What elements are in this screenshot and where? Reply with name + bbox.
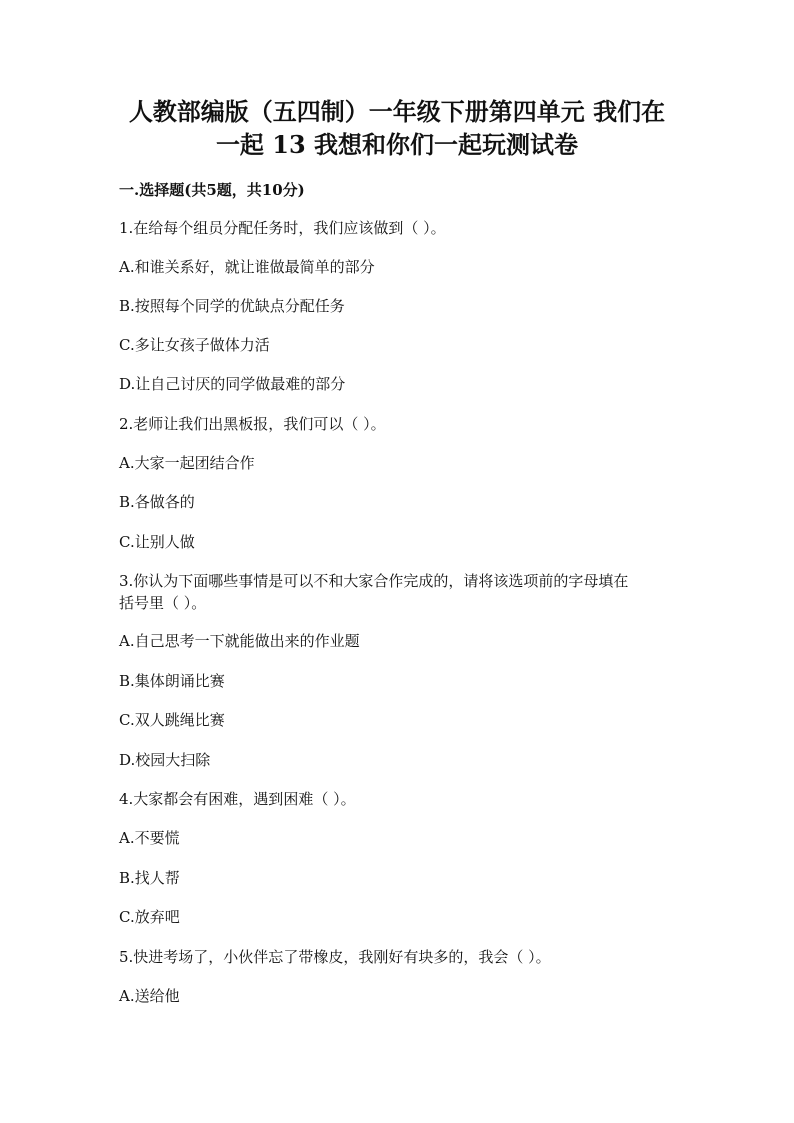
question-2-stem: 2.老师让我们出黑板报，我们可以（ ）。 xyxy=(119,415,386,433)
question-1-stem: 1.在给每个组员分配任务时，我们应该做到（ ）。 xyxy=(119,219,446,237)
question-1-option-d: D.让自己讨厌的同学做最难的部分 xyxy=(119,375,346,393)
question-4-option-b: B.找人帮 xyxy=(119,869,180,887)
question-3-stem-line-2: 括号里（ ）。 xyxy=(119,594,207,612)
document-title-line-2: 一起 13 我想和你们一起玩测试卷 xyxy=(215,130,579,159)
section-heading: 一.选择题(共5题，共10分) xyxy=(119,181,305,199)
question-3-option-a: A.自己思考一下就能做出来的作业题 xyxy=(119,632,360,650)
question-2-option-c: C.让别人做 xyxy=(119,533,195,551)
question-4-option-a: A.不要慌 xyxy=(119,829,180,847)
question-1-option-a: A.和谁关系好，就让谁做最简单的部分 xyxy=(119,258,375,276)
question-2-option-a: A.大家一起团结合作 xyxy=(119,454,255,472)
question-5-stem: 5.快进考场了，小伙伴忘了带橡皮，我刚好有块多的，我会（ ）。 xyxy=(119,948,551,966)
question-4-option-c: C.放弃吧 xyxy=(119,908,180,926)
question-3-option-b: B.集体朗诵比赛 xyxy=(119,672,225,690)
document-title-line-1: 人教部编版（五四制）一年级下册第四单元 我们在 xyxy=(128,97,666,126)
question-5-option-a: A.送给他 xyxy=(119,987,180,1005)
question-1-option-b: B.按照每个同学的优缺点分配任务 xyxy=(119,297,345,315)
question-2-option-b: B.各做各的 xyxy=(119,493,195,511)
question-3-option-c: C.双人跳绳比赛 xyxy=(119,711,225,729)
question-4-stem: 4.大家都会有困难，遇到困难（ ）。 xyxy=(119,790,356,808)
question-3-stem-line-1: 3.你认为下面哪些事情是可以不和大家合作完成的，请将该选项前的字母填在 xyxy=(119,572,629,590)
question-1-option-c: C.多让女孩子做体力活 xyxy=(119,336,270,354)
question-3-option-d: D.校园大扫除 xyxy=(119,751,211,769)
